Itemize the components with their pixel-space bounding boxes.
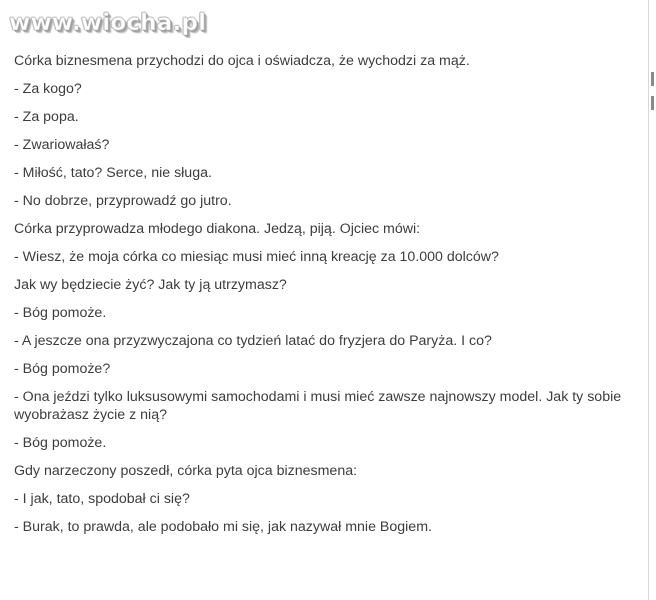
story-line-9: Jak wy będziecie żyć? Jak ty ją utrzymasz? bbox=[14, 277, 287, 293]
story-line-10: - Bóg pomoże. bbox=[14, 305, 107, 321]
story-line-15: Gdy narzeczony poszedł, córka pyta ojca biznesmena: bbox=[14, 463, 358, 479]
edge-mark-top bbox=[651, 72, 654, 86]
story-line-3: - Za popa. bbox=[14, 109, 79, 125]
edge-mark-bottom bbox=[651, 96, 654, 110]
story-line-2: - Za kogo? bbox=[14, 81, 82, 97]
right-edge-strip bbox=[648, 0, 656, 600]
story-line-8: - Wiesz, że moja córka co miesiąc musi mieć inną kreację za 10.000 dolców? bbox=[14, 249, 499, 265]
story-line-12: - Bóg pomoże? bbox=[14, 361, 111, 377]
joke-text bbox=[14, 52, 642, 546]
story-line-4: - Zwariowałaś? bbox=[14, 137, 110, 153]
story-line-6: - No dobrze, przyprowadź go jutro. bbox=[14, 193, 232, 209]
story-line-14: - Bóg pomoże. bbox=[14, 435, 107, 451]
story-line-5: - Miłość, tato? Serce, nie sługa. bbox=[14, 165, 212, 181]
story-line-16: - I jak, tato, spodobał ci się? bbox=[14, 491, 190, 507]
story-line-11: - A jeszcze ona przyzwyczajona co tydzień latać do fryzjera do Paryża. I co? bbox=[14, 333, 492, 349]
story-line-1: Córka biznesmena przychodzi do ojca i oświadcza, że wychodzi za mąż. bbox=[14, 53, 470, 69]
site-watermark: www.wiocha.pl bbox=[9, 10, 207, 36]
edge-divider bbox=[648, 0, 649, 600]
story-line-17: - Burak, to prawda, ale podobało mi się, jak nazywał mnie Bogiem. bbox=[14, 519, 432, 535]
story-line-7: Córka przyprowadza młodego diakona. Jedzą, piją. Ojciec mówi: bbox=[14, 221, 421, 237]
story-line-13: - Ona jeździ tylko luksusowymi samochodami i musi mieć zawsze najnowszy model. Jak ty sobie wyobrażasz życie z nią? bbox=[14, 389, 622, 423]
